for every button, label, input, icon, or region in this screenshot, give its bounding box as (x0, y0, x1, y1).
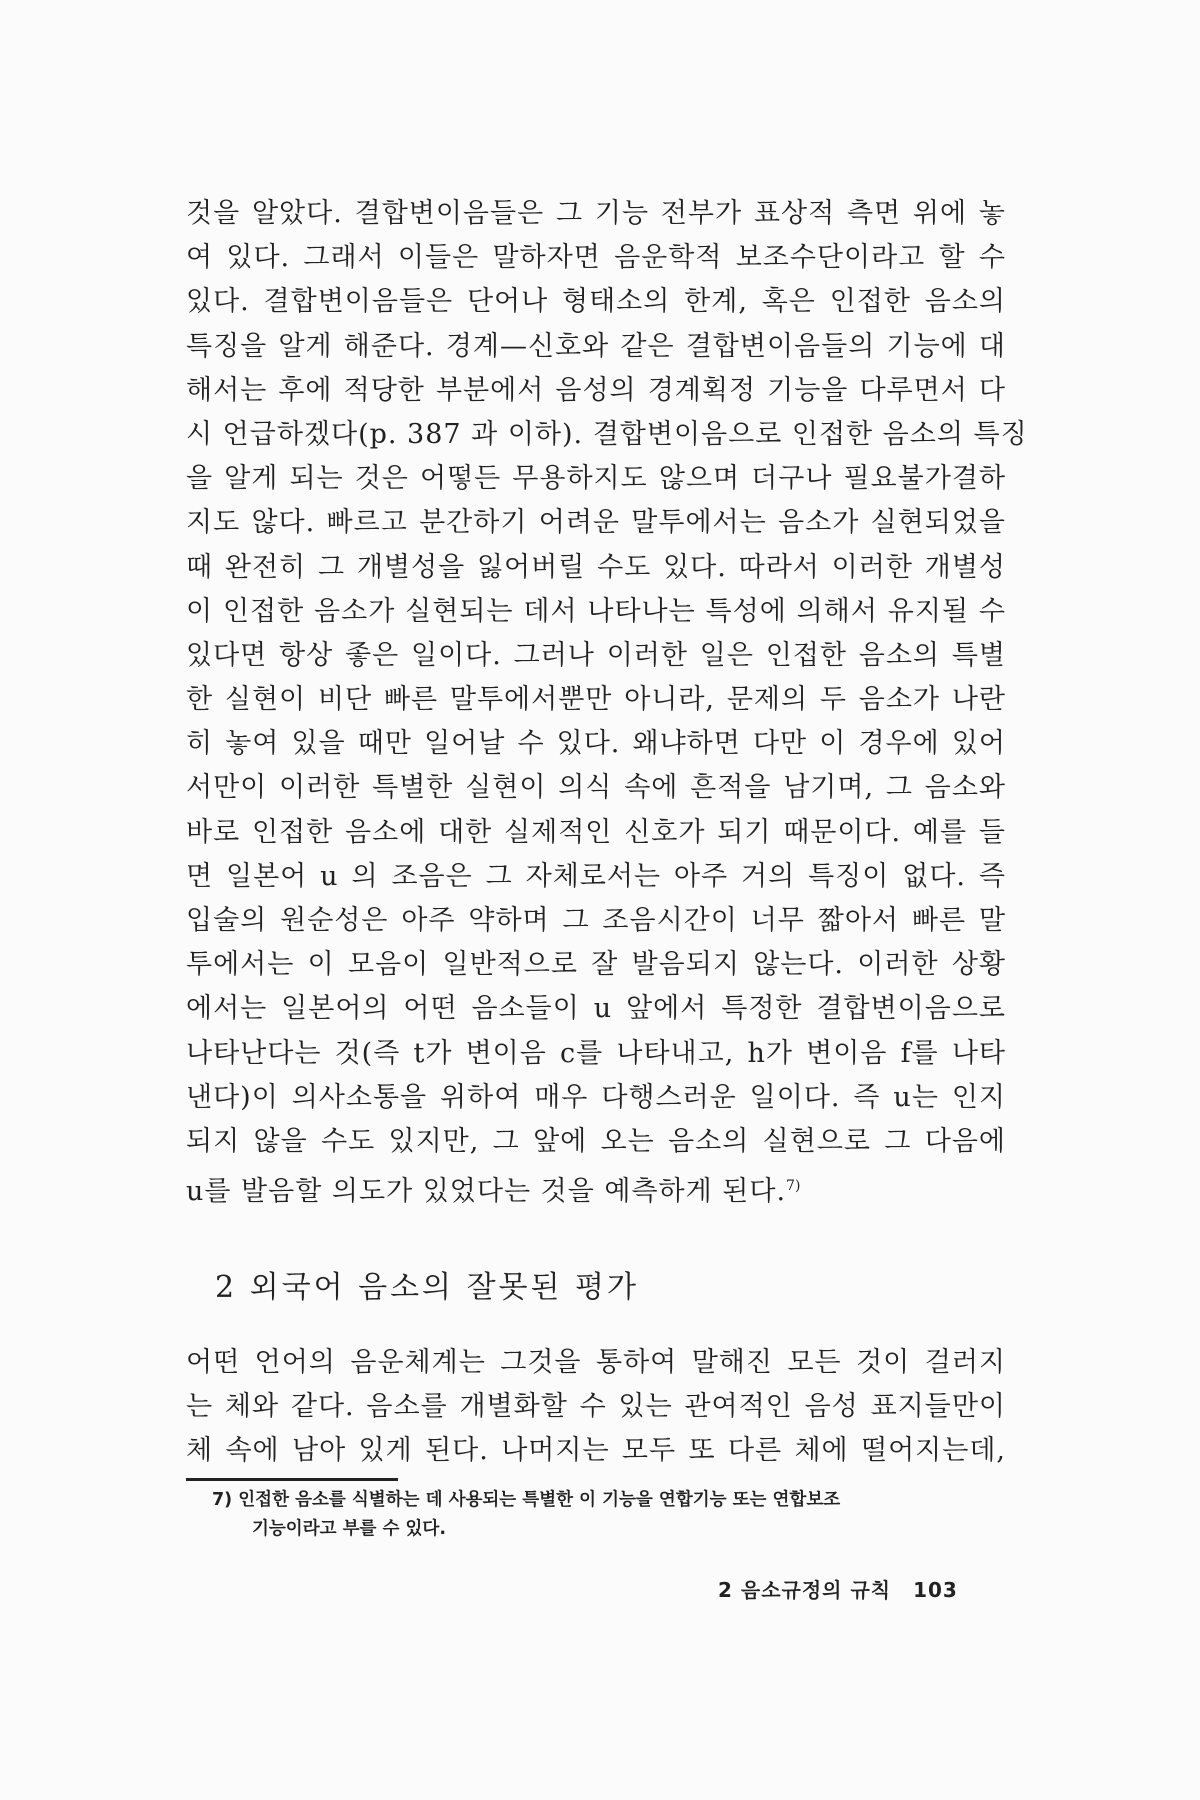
text-line: 해서는 후에 적당한 부분에서 음성의 경계획정 기능을 다루면서 다 (186, 374, 1006, 406)
text-line: 있다면 항상 좋은 일이다. 그러나 이러한 일은 인접한 음소의 특별 (186, 639, 1006, 671)
text-line: 면 일본어 u 의 조음은 그 자체로서는 아주 거의 특징이 없다. 즉 (186, 860, 1006, 892)
footnote-line: 기능이라고 부를 수 있다. (252, 1519, 446, 1539)
text-line: 이 인접한 음소가 실현되는 데서 나타나는 특성에 의해서 유지될 수 (186, 595, 1006, 627)
text-line: 특징을 알게 해준다. 경계—신호와 같은 결합변이음들의 기능에 대 (186, 330, 1006, 362)
text-line: 입술의 원순성은 아주 약하며 그 조음시간이 너무 짧아서 빠른 말 (186, 905, 1006, 936)
text-line: 체 속에 남아 있게 된다. 나머지는 모두 또 다른 체에 떨어지는데, (186, 1435, 1006, 1467)
text-line: 지도 않다. 빠르고 분간하기 어려운 말투에서는 음소가 실현되었을 (186, 507, 1006, 539)
text-line: 되지 않을 수도 있지만, 그 앞에 오는 음소의 실현으로 그 다음에 (186, 1125, 1006, 1157)
text-line: 에서는 일본어의 어떤 음소들이 u 앞에서 특정한 결합변이음으로 (186, 993, 1006, 1025)
text-line-last (186, 1164, 1006, 1208)
text-line-content: u를 발음할 의도가 있었다는 것을 예측하게 된다. (186, 1176, 787, 1208)
footer-section-title: 2 음소규정의 규칙 (718, 1578, 892, 1602)
text-line: 한 실현이 비단 빠른 말투에서뿐만 아니라, 문제의 두 음소가 나란 (186, 684, 1006, 716)
footnote (212, 1486, 1012, 1544)
text-line: 때 완전히 그 개별성을 잃어버릴 수도 있다. 따라서 이러한 개별성 (186, 551, 1006, 583)
text-line: 는 체와 같다. 음소를 개별화할 수 있는 관여적인 음성 표지들만이 (186, 1391, 1006, 1423)
running-footer (718, 1574, 958, 1603)
text-line: 서만이 이러한 특별한 실현이 의식 속에 흔적을 남기며, 그 음소와 (186, 772, 1006, 804)
text-line: 어떤 언어의 음운체계는 그것을 통하여 말해진 모든 것이 걸러지 (186, 1347, 1006, 1378)
footnote-separator (186, 1478, 398, 1481)
text-line: 히 놓여 있을 때만 일어날 수 있다. 왜냐하면 다만 이 경우에 있어 (186, 728, 1006, 760)
text-line: 있다. 결합변이음들은 단어나 형태소의 한계, 혹은 인접한 음소의 (186, 286, 1006, 318)
text-line: 투에서는 이 모음이 일반적으로 잘 발음되지 않는다. 이러한 상황 (186, 949, 1006, 981)
page-number: 103 (913, 1578, 958, 1602)
text-line: 낸다)이 의사소통을 위하여 매우 다행스러운 일이다. 즉 u는 인지 (186, 1081, 1006, 1113)
body-paragraph-1 (186, 192, 1028, 1208)
footnote-reference[interactable]: 7) (786, 1178, 801, 1195)
footnote-line: 7) 인접한 음소를 식별하는 데 사용되는 특별한 이 기능을 연합기능 또는 연합보조 (212, 1490, 841, 1510)
section-heading: 2 외국어 음소의 잘못된 평가 (215, 1270, 640, 1305)
body-paragraph-2 (186, 1341, 1006, 1474)
text-line: 것을 알았다. 결합변이음들은 그 기능 전부가 표상적 측면 위에 놓 (186, 198, 1006, 229)
text-line: 여 있다. 그래서 이들은 말하자면 음운학적 보조수단이라고 할 수 (186, 242, 1006, 274)
text-line: 시 언급하겠다(p. 387 과 이하). 결합변이음으로 인접한 음소의 특징 (186, 418, 1028, 450)
text-line: 나타난다는 것(즉 t가 변이음 c를 나타내고, h가 변이음 f를 나타 (186, 1037, 1006, 1069)
text-line: 을 알게 되는 것은 어떻든 무용하지도 않으며 더구나 필요불가결하 (186, 463, 1006, 495)
text-line: 바로 인접한 음소에 대한 실제적인 신호가 되기 때문이다. 예를 들 (186, 816, 1006, 848)
